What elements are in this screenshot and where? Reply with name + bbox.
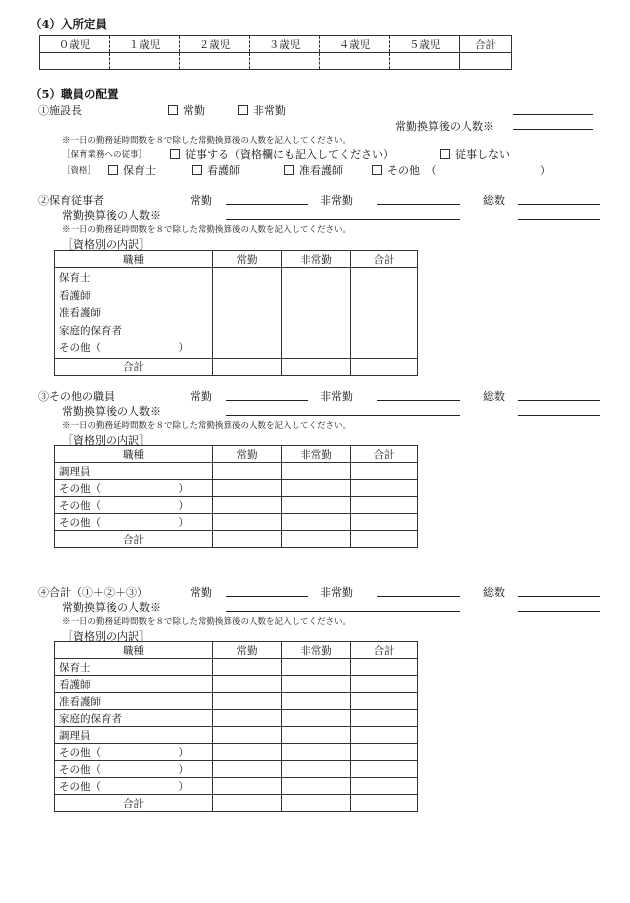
- director-fulltime-option[interactable]: 常勤: [168, 102, 205, 118]
- table-cell[interactable]: [282, 710, 351, 727]
- grand-conv-label: 常勤換算後の人数※: [62, 601, 161, 614]
- table-cell[interactable]: [282, 693, 351, 710]
- table-cell[interactable]: [213, 358, 282, 375]
- table-cell[interactable]: [213, 761, 282, 778]
- childcare-sum-row-label: 合計: [55, 358, 213, 375]
- other-staff-title: ③その他の職員: [38, 390, 115, 403]
- director-title: ①施設長: [38, 104, 82, 117]
- row-label-other: その他（ ）: [55, 744, 213, 761]
- childcare-parttime-cell[interactable]: [282, 268, 351, 359]
- grand-fulltime-input[interactable]: [226, 596, 308, 597]
- table-cell[interactable]: [351, 761, 418, 778]
- row-label: 調理員: [55, 727, 213, 744]
- list-item: 保育士: [59, 272, 91, 284]
- row-label-other: その他（ ）: [55, 497, 213, 514]
- table-cell[interactable]: [282, 514, 351, 531]
- childcare-total-label: 総数: [483, 194, 505, 207]
- childcare-breakdown-table: [54, 250, 418, 376]
- row-label-other: その他（ ）: [55, 778, 213, 795]
- row-label-other: その他（ ）: [55, 480, 213, 497]
- row-label-other: その他（ ）: [55, 514, 213, 531]
- table-cell[interactable]: [213, 778, 282, 795]
- director-conv-label: 常勤換算後の人数※: [395, 120, 494, 133]
- age-3-input[interactable]: [250, 53, 320, 70]
- table-cell[interactable]: [351, 676, 418, 693]
- grand-note: ※一日の勤務延時間数を８で除した常勤換算後の人数を記入してください。: [62, 617, 352, 627]
- childcare-conv-total-input[interactable]: [518, 219, 600, 220]
- age-4-header: ４歳児: [320, 36, 390, 53]
- childcare-note: ※一日の勤務延時間数を８で除した常勤換算後の人数を記入してください。: [62, 225, 352, 235]
- other-conv-label: 常勤換算後の人数※: [62, 405, 161, 418]
- director-qual-label: ［資格］: [62, 166, 97, 176]
- other-fulltime-label: 常勤: [190, 390, 212, 403]
- age-3-header: ３歳児: [250, 36, 320, 53]
- table-cell[interactable]: [282, 358, 351, 375]
- childcare-staff-title: ②保育従事者: [38, 194, 104, 207]
- col-sum: 合計: [351, 251, 418, 268]
- table-row: [55, 693, 418, 710]
- director-parttime-option[interactable]: 非常勤: [238, 102, 286, 118]
- grand-breakdown-label: ［資格別の内訳］: [62, 630, 150, 643]
- table-cell[interactable]: [213, 727, 282, 744]
- table-row: [55, 676, 418, 693]
- childcare-parttime-label: 非常勤: [320, 194, 353, 207]
- table-cell[interactable]: [282, 727, 351, 744]
- table-cell[interactable]: [351, 358, 418, 375]
- table-cell[interactable]: [351, 778, 418, 795]
- age-2-input[interactable]: [180, 53, 250, 70]
- col-fulltime: 常勤: [213, 251, 282, 268]
- grand-total-input[interactable]: [518, 596, 600, 597]
- table-cell[interactable]: [213, 497, 282, 514]
- age-total-input[interactable]: [460, 53, 512, 70]
- grand-fulltime-label: 常勤: [190, 586, 212, 599]
- checkbox-icon[interactable]: [440, 149, 450, 159]
- table-cell[interactable]: [213, 480, 282, 497]
- table-row: [55, 531, 418, 548]
- table-row: [55, 480, 418, 497]
- row-label-other: その他（ ）: [55, 761, 213, 778]
- row-label: 准看護師: [55, 693, 213, 710]
- col-parttime: 非常勤: [282, 642, 351, 659]
- table-cell[interactable]: [213, 795, 282, 812]
- childcare-sum-cell[interactable]: [351, 268, 418, 359]
- table-row: [55, 659, 418, 676]
- table-cell[interactable]: [282, 480, 351, 497]
- grand-parttime-label: 非常勤: [320, 586, 353, 599]
- checkbox-icon[interactable]: [108, 165, 118, 175]
- row-label: 調理員: [55, 463, 213, 480]
- childcare-fulltime-label: 常勤: [190, 194, 212, 207]
- director-qual-other[interactable]: その他 （: [372, 162, 437, 178]
- grand-conv-total-input[interactable]: [518, 611, 600, 612]
- table-row: [55, 497, 418, 514]
- col-kind: 職種: [55, 251, 213, 268]
- row-label: 看護師: [55, 676, 213, 693]
- col-sum: 合計: [351, 446, 418, 463]
- checkbox-icon[interactable]: [192, 165, 202, 175]
- row-label-sum: 合計: [55, 795, 213, 812]
- director-duty-label: ［保育業務への従事］: [62, 150, 148, 160]
- director-duty-yes[interactable]: 従事する（資格欄にも記入してください）: [170, 146, 394, 162]
- other-conv-input[interactable]: [226, 415, 460, 416]
- table-cell[interactable]: [282, 761, 351, 778]
- row-label: 保育士: [55, 659, 213, 676]
- childcare-parttime-input[interactable]: [377, 204, 460, 205]
- childcare-total-input[interactable]: [518, 204, 600, 205]
- col-fulltime: 常勤: [213, 642, 282, 659]
- director-qual-other-close: ）: [540, 164, 551, 177]
- table-cell[interactable]: [351, 727, 418, 744]
- checkbox-icon[interactable]: [168, 105, 178, 115]
- section-5-title: （5）職員の配置: [30, 87, 119, 101]
- age-5-input[interactable]: [390, 53, 460, 70]
- table-cell[interactable]: [282, 659, 351, 676]
- list-item-other: その他（ ）: [59, 342, 189, 354]
- director-qual-assoc-nurse[interactable]: 准看護師: [284, 162, 343, 178]
- table-cell[interactable]: [351, 659, 418, 676]
- checkbox-icon[interactable]: [372, 165, 382, 175]
- grand-total-title: ④合計（①＋②＋③）: [38, 586, 148, 599]
- table-cell[interactable]: [213, 463, 282, 480]
- capacity-table: [39, 35, 512, 70]
- table-cell[interactable]: [282, 676, 351, 693]
- checkbox-icon[interactable]: [170, 149, 180, 159]
- other-breakdown-label: ［資格別の内訳］: [62, 434, 150, 447]
- age-4-input[interactable]: [320, 53, 390, 70]
- other-parttime-label: 非常勤: [320, 390, 353, 403]
- table-cell[interactable]: [213, 710, 282, 727]
- childcare-fulltime-cell[interactable]: [213, 268, 282, 359]
- table-cell[interactable]: [351, 514, 418, 531]
- table-row: [55, 761, 418, 778]
- table-cell[interactable]: [351, 693, 418, 710]
- col-sum: 合計: [351, 642, 418, 659]
- table-cell[interactable]: [282, 531, 351, 548]
- col-parttime: 非常勤: [282, 446, 351, 463]
- grand-conv-input[interactable]: [226, 611, 460, 612]
- grand-total-label: 総数: [483, 586, 505, 599]
- age-0-header: ０歳児: [40, 36, 110, 53]
- other-note: ※一日の勤務延時間数を８で除した常勤換算後の人数を記入してください。: [62, 421, 352, 431]
- table-row: [55, 514, 418, 531]
- age-2-header: ２歳児: [180, 36, 250, 53]
- table-row: [55, 795, 418, 812]
- table-cell[interactable]: [351, 497, 418, 514]
- table-cell[interactable]: [213, 676, 282, 693]
- director-note: ※一日の勤務延時間数を８で除した常勤換算後の人数を記入してください。: [62, 136, 352, 146]
- other-parttime-input[interactable]: [377, 400, 460, 401]
- table-row: [55, 778, 418, 795]
- age-total-header: 合計: [460, 36, 512, 53]
- grand-parttime-input[interactable]: [377, 596, 460, 597]
- other-total-label: 総数: [483, 390, 505, 403]
- table-cell[interactable]: [351, 795, 418, 812]
- table-cell[interactable]: [213, 693, 282, 710]
- row-label-sum: 合計: [55, 531, 213, 548]
- col-fulltime: 常勤: [213, 446, 282, 463]
- table-cell[interactable]: [282, 463, 351, 480]
- section-4-title: （4）入所定員: [30, 17, 108, 31]
- childcare-conv-label: 常勤換算後の人数※: [62, 209, 161, 222]
- table-cell[interactable]: [213, 744, 282, 761]
- other-fulltime-input[interactable]: [226, 400, 308, 401]
- table-cell[interactable]: [213, 514, 282, 531]
- list-item: 看護師: [59, 289, 91, 302]
- childcare-fulltime-input[interactable]: [226, 204, 308, 205]
- checkbox-icon[interactable]: [238, 105, 248, 115]
- childcare-kinds: [55, 268, 213, 359]
- table-row: [55, 744, 418, 761]
- col-kind: 職種: [55, 446, 213, 463]
- table-cell[interactable]: [282, 795, 351, 812]
- age-1-header: １歳児: [110, 36, 180, 53]
- age-1-input[interactable]: [110, 53, 180, 70]
- table-row: [55, 727, 418, 744]
- childcare-conv-input[interactable]: [226, 219, 460, 220]
- table-cell[interactable]: [213, 659, 282, 676]
- table-row: [55, 710, 418, 727]
- table-cell[interactable]: [282, 778, 351, 795]
- table-cell[interactable]: [351, 531, 418, 548]
- director-blank-line[interactable]: [513, 114, 593, 115]
- checkbox-icon[interactable]: [284, 165, 294, 175]
- other-total-input[interactable]: [518, 400, 600, 401]
- director-conv-input[interactable]: [513, 129, 593, 130]
- list-item: 准看護師: [59, 307, 101, 319]
- table-cell[interactable]: [351, 744, 418, 761]
- table-cell[interactable]: [351, 480, 418, 497]
- other-breakdown-table: [54, 445, 418, 548]
- table-cell[interactable]: [282, 744, 351, 761]
- age-0-input[interactable]: [40, 53, 110, 70]
- director-duty-no[interactable]: 従事しない: [440, 146, 510, 162]
- list-item: 家庭的保育者: [59, 324, 122, 337]
- table-row: [55, 463, 418, 480]
- director-qual-nursery[interactable]: 保育士: [108, 162, 156, 178]
- table-cell[interactable]: [351, 710, 418, 727]
- col-parttime: 非常勤: [282, 251, 351, 268]
- col-kind: 職種: [55, 642, 213, 659]
- grand-breakdown-table: [54, 641, 418, 812]
- other-conv-total-input[interactable]: [518, 415, 600, 416]
- table-cell[interactable]: [282, 497, 351, 514]
- row-label: 家庭的保育者: [55, 710, 213, 727]
- table-cell[interactable]: [213, 531, 282, 548]
- director-qual-nurse[interactable]: 看護師: [192, 162, 240, 178]
- age-5-header: ５歳児: [390, 36, 460, 53]
- childcare-breakdown-label: ［資格別の内訳］: [62, 238, 150, 251]
- table-cell[interactable]: [351, 463, 418, 480]
